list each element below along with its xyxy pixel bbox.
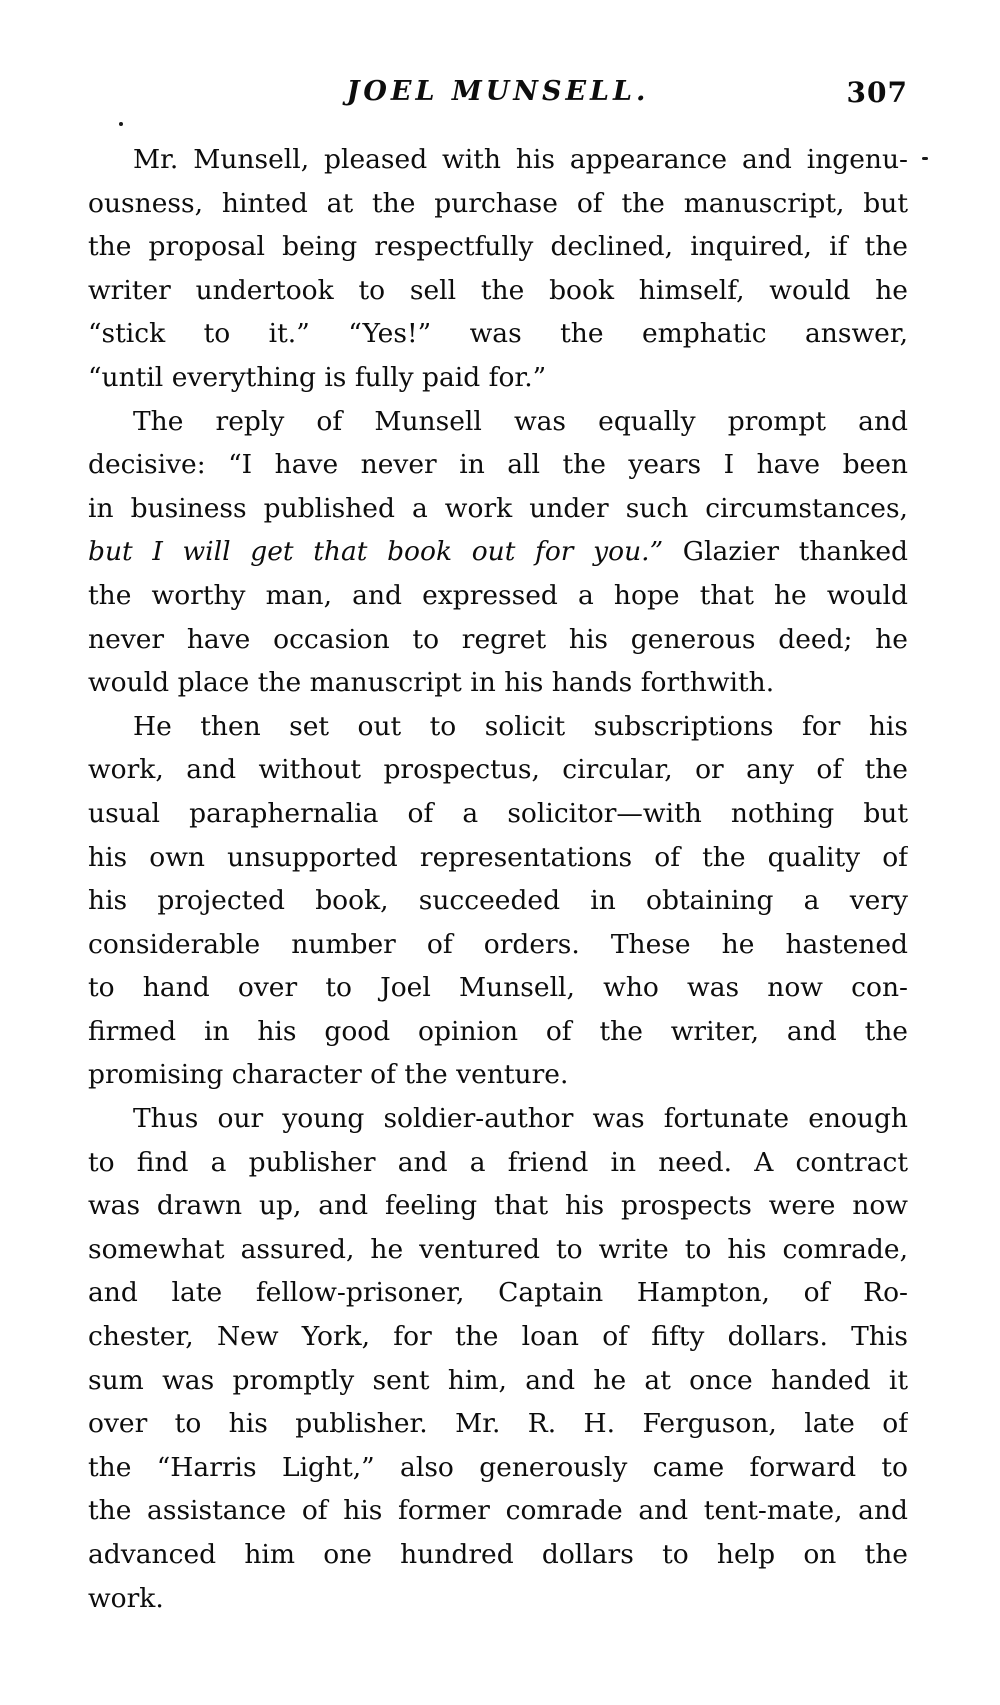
- paragraph-line: writer undertook to sell the book himself, would he: [88, 274, 908, 306]
- paragraph-line: “until everything is fully paid for.”: [88, 361, 547, 393]
- paragraph-line: advanced him one hundred dollars to help on the: [88, 1539, 908, 1570]
- paragraph-line: Thus our young soldier-author was fortunate enough: [133, 1103, 908, 1135]
- paragraph-line: the assistance of his former comrade and tent-mate, and: [88, 1495, 908, 1527]
- paragraph-line: never have occasion to regret his generous deed; he: [88, 623, 908, 655]
- paragraph-line: his projected book, succeeded in obtaining a very: [88, 885, 908, 917]
- paragraph-line: to find a publisher and a friend in need. A contract: [88, 1146, 908, 1178]
- page-header: [88, 76, 908, 114]
- paragraph-line: usual paraphernalia of a solicitor—with nothing but: [88, 797, 908, 829]
- line-remainder: Glazier thanked: [663, 536, 908, 568]
- paragraph-line: would place the manuscript in his hands forthwith.: [88, 667, 775, 699]
- paragraph-line: was drawn up, and feeling that his prospects were now: [88, 1190, 908, 1222]
- paragraph-line: considerable number of orders. These he hastened: [88, 928, 908, 960]
- paragraph-line: He then set out to solicit subscriptions for his: [133, 710, 908, 742]
- paragraph-line: over to his publisher. Mr. R. H. Ferguson, late of: [88, 1408, 908, 1440]
- paragraph-line: work, and without prospectus, circular, or any of the: [88, 754, 908, 786]
- paragraph-line: the “Harris Light,” also generously came forward to: [88, 1451, 908, 1483]
- paragraph-line: The reply of Munsell was equally prompt and: [133, 405, 908, 437]
- paragraph-line: and late fellow-prisoner, Captain Hampton, of Ro-: [88, 1277, 908, 1309]
- page-number: 307: [846, 76, 908, 109]
- paragraph-line: to hand over to Joel Munsell, who was now con-: [88, 972, 908, 1004]
- paragraph-line: “stick to it.” “Yes!” was the emphatic answer,: [88, 318, 908, 350]
- paragraph-line: the worthy man, and expressed a hope that he would: [88, 579, 908, 611]
- paragraph-line: ousness, hinted at the purchase of the manuscript, but: [88, 187, 908, 219]
- paragraph-line: somewhat assured, he ventured to write to his comrade,: [88, 1233, 908, 1265]
- paragraph-line: promising character of the venture.: [88, 1059, 569, 1091]
- paragraph-line: Mr. Munsell, pleased with his appearance and ingenu-: [133, 144, 908, 175]
- scan-artifact-dot: [922, 157, 928, 160]
- paragraph-line: firmed in his good opinion of the writer, and the: [88, 1015, 908, 1047]
- paragraph-line: [88, 530, 908, 574]
- paragraph-line: in business published a work under such circumstances,: [88, 492, 908, 524]
- paragraph-line: decisive: “I have never in all the years I have been: [88, 449, 908, 481]
- paragraph-line: sum was promptly sent him, and he at once handed it: [88, 1364, 908, 1396]
- paragraph-line: work.: [88, 1582, 164, 1614]
- paragraph-line: his own unsupported representations of the quality of: [88, 841, 908, 873]
- italic-phrase: but I will get that book out for you.”: [88, 536, 664, 568]
- scan-artifact-dot: [119, 122, 123, 126]
- running-title: JOEL MUNSELL.: [346, 76, 650, 107]
- text-block: [88, 138, 908, 1620]
- paragraph-line: the proposal being respectfully declined, inquired, if the: [88, 231, 908, 263]
- paragraph-line: chester, New York, for the loan of fifty dollars. This: [88, 1321, 908, 1353]
